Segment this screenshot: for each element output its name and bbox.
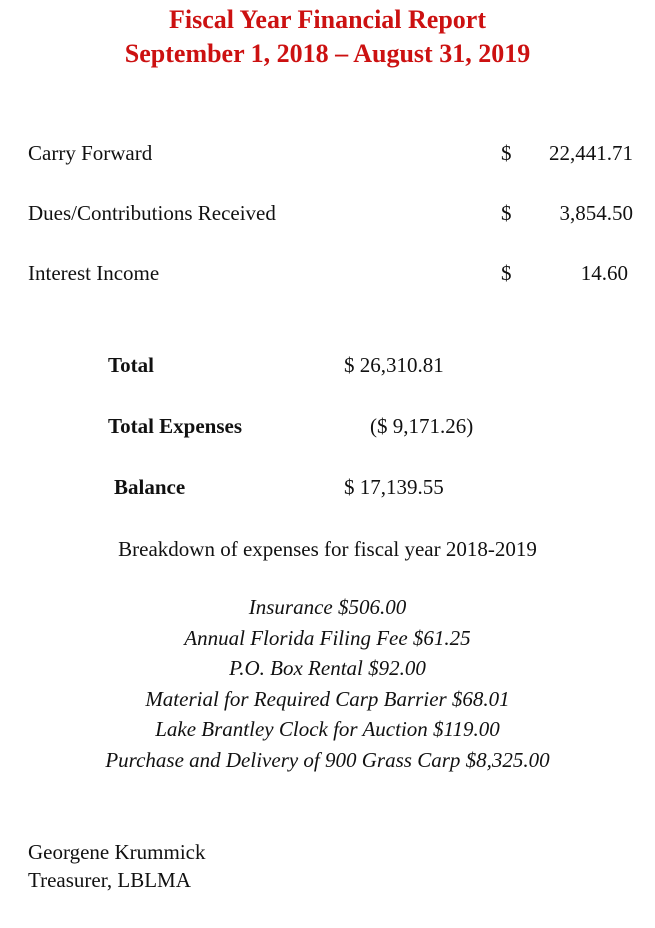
- report-title: Fiscal Year Financial Report: [168, 5, 486, 34]
- income-currency: $: [501, 201, 512, 225]
- total-value: $ 26,310.81: [344, 353, 444, 377]
- report-period: September 1, 2018 – August 31, 2019: [124, 39, 531, 68]
- signer-role: Treasurer, LBLMA: [28, 868, 191, 892]
- income-amount: 14.60: [580, 261, 628, 285]
- breakdown-heading: Breakdown of expenses for fiscal year 2018-2019: [118, 537, 537, 561]
- balance-label: Balance: [114, 475, 186, 499]
- expense-item: Purchase and Delivery of 900 Grass Carp $8,325.00: [105, 747, 550, 772]
- income-label: Carry Forward: [28, 141, 153, 165]
- total-label: Total: [108, 353, 154, 377]
- total-expenses-value: ($ 9,171.26): [370, 414, 474, 438]
- income-amount: 22,441.71: [549, 141, 633, 165]
- expense-list: [0, 592, 655, 776]
- income-currency: $: [501, 141, 512, 165]
- income-label: Interest Income: [28, 261, 160, 285]
- expense-item: Insurance $506.00: [248, 595, 407, 619]
- balance-value: $ 17,139.55: [344, 475, 444, 499]
- income-currency: $: [501, 261, 512, 285]
- expense-item: Material for Required Carp Barrier $68.01: [145, 686, 510, 711]
- expense-item: Annual Florida Filing Fee $61.25: [184, 625, 471, 650]
- total-expenses-label: Total Expenses: [108, 414, 243, 438]
- expense-item: P.O. Box Rental $92.00: [229, 656, 426, 681]
- signer-name: Georgene Krummick: [28, 840, 206, 864]
- income-label: Dues/Contributions Received: [28, 201, 276, 225]
- income-amount: 3,854.50: [559, 201, 633, 225]
- expense-item: Lake Brantley Clock for Auction $119.00: [155, 717, 500, 742]
- signature-block: [28, 838, 205, 894]
